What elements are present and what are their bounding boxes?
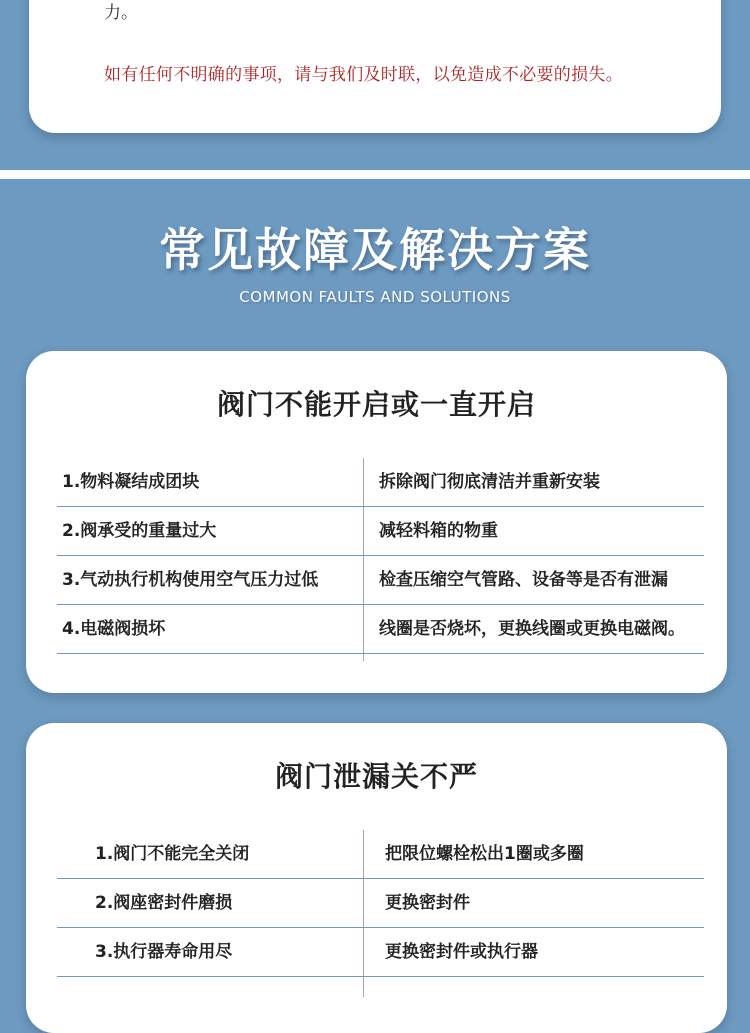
section-divider	[0, 170, 750, 179]
table-row	[57, 458, 704, 507]
table-row	[57, 830, 704, 879]
fault-table	[57, 830, 704, 977]
fault-cell: 2.阀承受的重量过大	[62, 521, 217, 541]
fault-cell: 1.阀门不能完全关闭	[95, 844, 250, 864]
fault-cell: 3.气动执行机构使用空气压力过低	[62, 570, 319, 590]
table-row	[57, 928, 704, 977]
previous-text-tail: 力。	[104, 3, 138, 23]
section-subtitle: COMMON FAULTS AND SOLUTIONS	[239, 288, 511, 306]
solution-cell: 把限位螺栓松出1圈或多圈	[385, 844, 584, 864]
section-title: 常见故障及解决方案	[159, 223, 591, 277]
card-title: 阀门泄漏关不严	[274, 760, 478, 793]
fault-cell: 3.执行器寿命用尽	[95, 942, 233, 962]
table-row	[57, 879, 704, 928]
fault-cell: 4.电磁阀损坏	[62, 619, 166, 639]
solution-cell: 更换密封件	[385, 893, 470, 913]
card-title: 阀门不能开启或一直开启	[216, 388, 536, 421]
solution-cell: 检查压缩空气管路、设备等是否有泄漏	[379, 570, 668, 590]
solution-cell: 减轻料箱的物重	[379, 521, 498, 541]
fault-cell: 1.物料凝结成团块	[62, 472, 200, 492]
solution-cell: 更换密封件或执行器	[385, 942, 538, 962]
fault-cell: 2.阀座密封件磨损	[95, 893, 233, 913]
fault-card-leak	[26, 723, 727, 1033]
table-row	[57, 507, 704, 556]
fault-card-open-close	[26, 351, 727, 693]
table-row	[57, 605, 704, 654]
notice-text: 如有任何不明确的事项，请与我们及时联，以免造成不必要的损失。	[104, 65, 623, 85]
table-row	[57, 556, 704, 605]
fault-table	[57, 458, 704, 654]
notice-card	[29, 0, 721, 133]
solution-cell: 线圈是否烧坏，更换线圈或更换电磁阀。	[379, 619, 685, 639]
solution-cell: 拆除阀门彻底清洁并重新安装	[379, 472, 600, 492]
